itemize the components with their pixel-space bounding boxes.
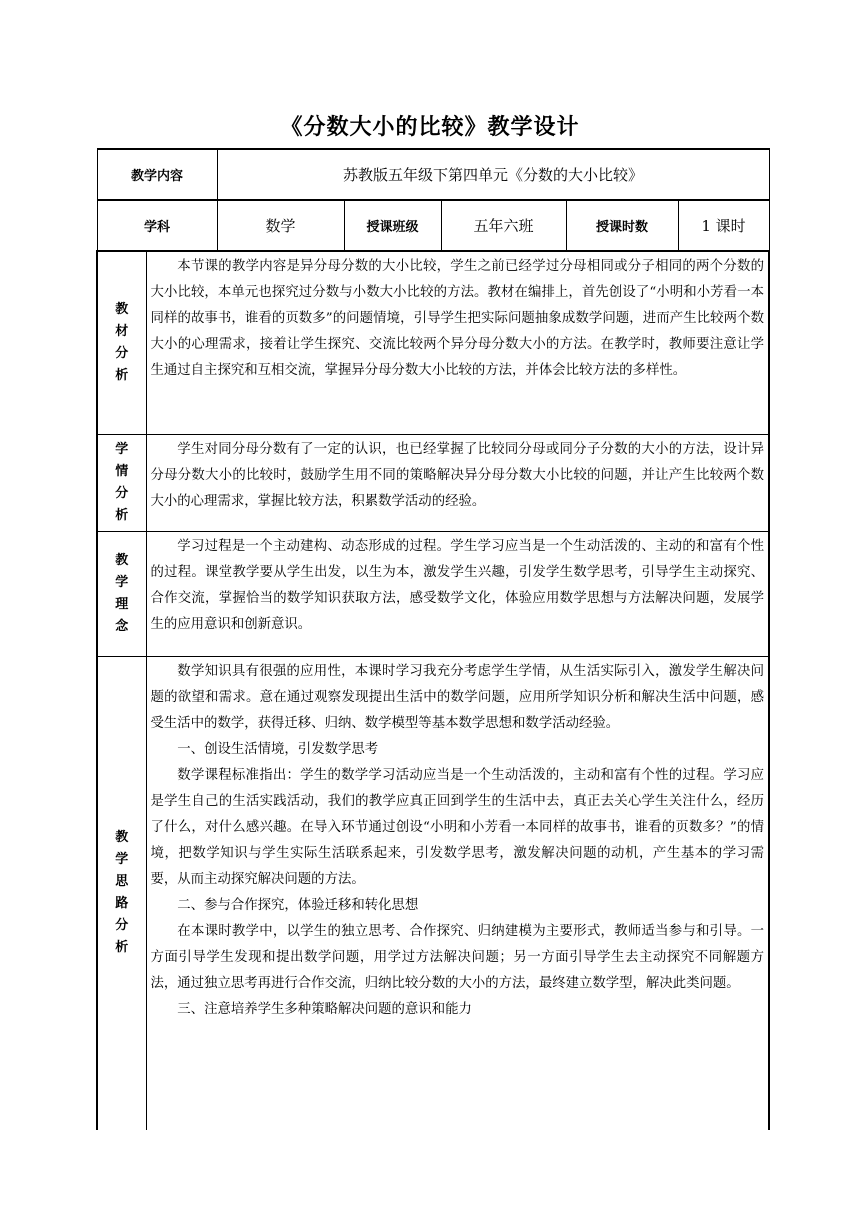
thinking-heading-2: 二、参与合作探究，体验迁移和转化思想 xyxy=(177,897,419,913)
thinking-paragraph: 数学课程标准指出：学生的数学学习活动应当是一个生动活泼的，主动和富有个性的过程。学习应是学生自己的生活实践活动，我们的教学应真正回到学生的生活中去，真正去关心学生关注什么，经历了什么，对什么感兴趣。在导入环节通过创设“小明和小芳看一本同样的故事书，谁看的页数多？”的情境，把数学知识与学生实际生活联系起来，引发数学思考，激发解决问题的动机，产生基本的学习需要，从而主动探究解决问题的方法。 xyxy=(150,767,765,887)
class-label: 授课班级 xyxy=(344,200,441,251)
student-analysis-row xyxy=(97,434,769,531)
student-analysis-label: 学 情 分 析 xyxy=(97,434,146,531)
thinking-paragraph: 在本课时教学中，以学生的独立思考、合作探究、归纳建模为主要形式，教师适当参与和引导。一方面引导学生发现和提出数学问题，用学过方法解决问题；另一方面引导学生去主动探究不同解题方法，通过独立思考再进行合作交流，归纳比较分数的大小的方法，最终建立数学型，解决此类问题。 xyxy=(150,923,765,991)
page-title: 《分数大小的比较》教学设计 xyxy=(280,115,580,140)
teaching-thinking-text xyxy=(146,656,769,1130)
content-label: 教学内容 xyxy=(97,149,217,200)
content-row xyxy=(97,149,769,200)
hours-label: 授课时数 xyxy=(566,200,678,251)
teaching-thinking-label: 教 学 思 路 分 析 xyxy=(97,656,146,1130)
lesson-design-table xyxy=(96,148,770,1130)
thinking-heading-1: 一、创设生活情境，引发数学思考 xyxy=(177,741,379,757)
thinking-heading-3: 三、注意培养学生多种策略解决问题的意识和能力 xyxy=(177,1001,472,1017)
teaching-philosophy-text: 学习过程是一个主动建构、动态形成的过程。学生学习应当是一个生动活泼的、主动的和富有个性的过程。课堂教学要从学生出发，以生为本，激发学生兴趣，引发学生数学思考，引导学生主动探究、合作交流，掌握恰当的数学知识获取方法，感受数学文化，体验应用数学思想与方法解决问题，发展学生的应用意识和创新意识。 xyxy=(146,531,769,656)
thinking-paragraph: 数学知识具有很强的应用性，本课时学习我充分考虑学生学情，从生活实际引入，激发学生解决问题的欲望和需求。意在通过观察发现提出生活中的数学问题，应用所学知识分析和解决生活中问题，感受生活中的数学，获得迁移、归纳、数学模型等基本数学思想和数学活动经验。 xyxy=(150,663,765,731)
textbook-analysis-row xyxy=(97,251,769,434)
teaching-thinking-row xyxy=(97,656,769,1130)
student-analysis-text: 学生对同分母分数有了一定的认识，也已经掌握了比较同分母或同分子分数的大小的方法，设计异分母分数大小的比较时，鼓励学生用不同的策略解决异分母分数大小比较的问题，并让产生比较两个数大小的心理需求，掌握比较方法，积累数学活动的经验。 xyxy=(146,434,769,531)
subject-value: 数学 xyxy=(217,200,344,251)
hours-value: 1 课时 xyxy=(678,200,769,251)
info-row xyxy=(97,200,769,251)
textbook-analysis-text: 本节课的教学内容是异分母分数的大小比较，学生之前已经学过分母相同或分子相同的两个分数的大小比较，本单元也探究过分数与小数大小比较的方法。教材在编排上，首先创设了“小明和小芳看一本同样的故事书，谁看的页数多”的问题情境，引导学生把实际问题抽象成数学问题，进而产生比较两个数大小的心理需求，接着让学生探究、交流比较两个异分母分数大小的方法。在教学时，教师要注意让学生通过自主探究和互相交流，掌握异分母分数大小比较的方法，并体会比较方法的多样性。 xyxy=(146,251,769,434)
teaching-philosophy-row xyxy=(97,531,769,656)
textbook-analysis-label: 教 材 分 析 xyxy=(97,251,146,434)
subject-label: 学科 xyxy=(97,200,217,251)
teaching-philosophy-label: 教 学 理 念 xyxy=(97,531,146,656)
content-value: 苏教版五年级下第四单元《分数的大小比较》 xyxy=(217,149,769,200)
class-value: 五年六班 xyxy=(441,200,566,251)
